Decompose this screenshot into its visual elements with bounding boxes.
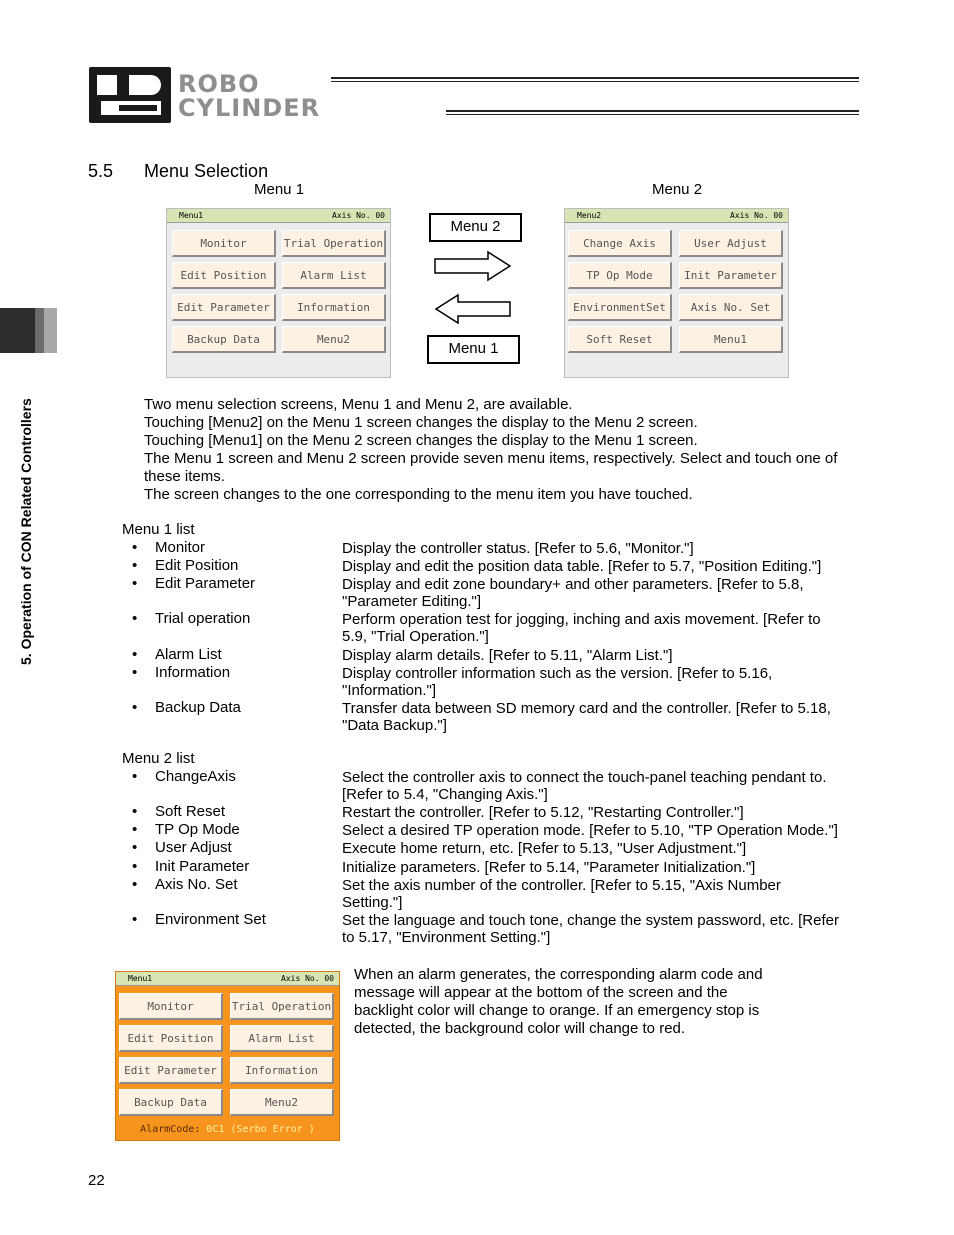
header-rule-top [331, 77, 859, 79]
intro-text [144, 396, 837, 504]
desc-line: Display and edit the position data table. [Refer to 5.7, "Position Editing."] [342, 558, 822, 575]
list-item-name: Information [155, 664, 231, 681]
desc-line: Display alarm details. [Refer to 5.11, "Alarm List."] [342, 647, 673, 664]
list-item-name: Init Parameter [155, 858, 250, 875]
side-tab-stripe-mid [35, 308, 44, 353]
list-item-name: Environment Set [155, 911, 266, 928]
alarm-title-bar [116, 972, 339, 986]
bullet-dot: • [132, 575, 138, 592]
menu1-caption: Menu 1 [254, 181, 305, 198]
menu2-change-axis-button[interactable]: Change Axis [568, 230, 672, 257]
list-item-name: TP Op Mode [155, 821, 240, 838]
bullet-dot: • [132, 699, 138, 716]
desc-line: Select a desired TP operation mode. [Refer to 5.10, "TP Operation Mode."] [342, 822, 838, 839]
intro-line: The screen changes to the one corresponding to the menu item you have touched. [144, 486, 693, 503]
menu2-user-adjust-button[interactable]: User Adjust [679, 230, 783, 257]
alarm-information-button[interactable]: Information [230, 1057, 334, 1084]
desc-line: to 5.17, "Environment Setting."] [342, 929, 551, 946]
desc-line: Execute home return, etc. [Refer to 5.13, "User Adjustment."] [342, 840, 747, 857]
alarm-code-message: (Serbo Error ) [230, 1124, 315, 1135]
side-tab-stripe-light [44, 308, 57, 353]
alarm-bar-title: Menu1 [128, 974, 153, 983]
intro-line: these items. [144, 468, 225, 485]
bullet-dot: • [132, 821, 138, 838]
desc-line: 5.9, "Trial Operation."] [342, 628, 489, 645]
section-title: Menu Selection [144, 161, 269, 181]
menu1-screen [166, 208, 391, 378]
menu1-bar-axis: Axis No. 00 [332, 211, 385, 220]
list-item-desc [342, 822, 838, 839]
menu1-trial-operation-button[interactable]: Trial Operation [282, 230, 386, 257]
list-item-name: Trial operation [155, 610, 251, 627]
bullet-dot: • [132, 803, 138, 820]
list-item-desc [342, 912, 839, 946]
desc-line: Transfer data between SD memory card and the controller. [Refer to 5.18, [342, 700, 831, 717]
intro-line: Touching [Menu1] on the Menu 2 screen changes the display to the Menu 1 screen. [144, 432, 698, 449]
list-item-name: Soft Reset [155, 803, 226, 820]
menu2-axis-no-set-button[interactable]: Axis No. Set [679, 294, 783, 321]
menu2-title-bar [565, 209, 788, 223]
desc-line: Initialize parameters. [Refer to 5.14, "Parameter Initialization."] [342, 859, 756, 876]
desc-line: "Information."] [342, 682, 437, 699]
intro-line: The Menu 1 screen and Menu 2 screen provide seven menu items, respectively. Select and touch one of [144, 450, 838, 467]
menu1-monitor-button[interactable]: Monitor [172, 230, 276, 257]
menu1-alarm-list-button[interactable]: Alarm List [282, 262, 386, 289]
desc-line: Perform operation test for jogging, inching and axis movement. [Refer to [342, 611, 821, 628]
logo-word-robo: ROBO [178, 70, 260, 98]
header-rule-top-thin [331, 81, 859, 82]
menu1-information-button[interactable]: Information [282, 294, 386, 321]
desc-line: Set the language and touch tone, change the system password, etc. [Refer [342, 912, 839, 929]
intro-line: Touching [Menu2] on the Menu 1 screen changes the display to the Menu 2 screen. [144, 414, 698, 431]
alarm-backup-data-button[interactable]: Backup Data [119, 1089, 223, 1116]
note-line: detected, the background color will change to red. [354, 1020, 686, 1037]
header-rule-bottom [446, 110, 859, 112]
section-number: 5.5 [88, 161, 114, 181]
menu2-list-title: Menu 2 list [122, 750, 195, 767]
list-item-name: Edit Parameter [155, 575, 256, 592]
list-item-name: ChangeAxis [155, 768, 236, 785]
list-item-desc [342, 558, 821, 575]
alarm-edit-parameter-button[interactable]: Edit Parameter [119, 1057, 223, 1084]
desc-line: Restart the controller. [Refer to 5.12, "Restarting Controller."] [342, 804, 744, 821]
arrow-left-icon [432, 293, 514, 325]
desc-line: Set the axis number of the controller. [Refer to 5.15, "Axis Number [342, 877, 781, 894]
alarm-bar-axis: Axis No. 00 [281, 974, 334, 983]
list-item-name: Edit Position [155, 557, 239, 574]
alarm-edit-position-button[interactable]: Edit Position [119, 1025, 223, 1052]
alarm-alarm-list-button[interactable]: Alarm List [230, 1025, 334, 1052]
bullet-dot: • [132, 610, 138, 627]
list-item-desc [342, 804, 744, 821]
list-item-desc [342, 840, 746, 857]
flow-box-menu2: Menu 2 [429, 213, 522, 242]
desc-line: Display the controller status. [Refer to 5.6, "Monitor."] [342, 540, 694, 557]
list-item-name: Axis No. Set [155, 876, 238, 893]
list-item-name: Alarm List [155, 646, 222, 663]
note-line: message will appear at the bottom of the screen and the [354, 984, 728, 1001]
list-item-name: User Adjust [155, 839, 232, 856]
list-item-desc [342, 665, 772, 699]
logo-word-cylinder: CYLINDER [178, 94, 321, 122]
list-item-name: Backup Data [155, 699, 241, 716]
list-item-name: Monitor [155, 539, 206, 556]
menu1-title-bar [167, 209, 390, 223]
desc-line: Display controller information such as the version. [Refer to 5.16, [342, 665, 773, 682]
alarm-code-value: 0C1 [206, 1124, 225, 1135]
menu1-bar-title: Menu1 [179, 211, 204, 220]
list-item-desc [342, 877, 781, 911]
menu2-init-parameter-button[interactable]: Init Parameter [679, 262, 783, 289]
bullet-dot: • [132, 768, 138, 785]
alarm-menu2-button[interactable]: Menu2 [230, 1089, 334, 1116]
desc-line: [Refer to 5.4, "Changing Axis."] [342, 786, 548, 803]
alarm-trial-operation-button[interactable]: Trial Operation [230, 993, 334, 1020]
alarm-code-line [116, 1124, 339, 1135]
desc-line: "Parameter Editing."] [342, 593, 482, 610]
desc-line: Display and edit zone boundary+ and other parameters. [Refer to 5.8, [342, 576, 804, 593]
menu2-environment-set-button[interactable]: EnvironmentSet [568, 294, 672, 321]
menu1-edit-position-button[interactable]: Edit Position [172, 262, 276, 289]
alarm-code-label: AlarmCode: [140, 1124, 201, 1135]
menu2-menu1-button[interactable]: Menu1 [679, 326, 783, 353]
side-tab-block [0, 308, 35, 353]
list-item-desc [342, 540, 694, 557]
list-item-desc [342, 769, 826, 803]
menu1-menu2-button[interactable]: Menu2 [282, 326, 386, 353]
alarm-screen [115, 971, 340, 1141]
note-line: When an alarm generates, the corresponding alarm code and [354, 966, 763, 983]
note-line: backlight color will change to orange. If an emergency stop is [354, 1002, 760, 1019]
page-number: 22 [88, 1172, 105, 1189]
alarm-note-text [354, 966, 763, 1038]
menu2-bar-axis: Axis No. 00 [730, 211, 783, 220]
menu1-list-title: Menu 1 list [122, 521, 195, 538]
list-item-desc [342, 611, 821, 645]
bullet-dot: • [132, 646, 138, 663]
intro-line: Two menu selection screens, Menu 1 and Menu 2, are available. [144, 396, 573, 413]
arrow-right-icon [432, 250, 514, 282]
menu1-backup-data-button[interactable]: Backup Data [172, 326, 276, 353]
list-item-desc [342, 859, 755, 876]
header-rule-bottom-thin [446, 114, 859, 115]
menu2-caption: Menu 2 [652, 181, 703, 198]
bullet-dot: • [132, 911, 138, 928]
alarm-monitor-button[interactable]: Monitor [119, 993, 223, 1020]
menu2-bar-title: Menu2 [577, 211, 602, 220]
list-item-desc [342, 700, 831, 734]
list-item-desc [342, 576, 804, 610]
bullet-dot: • [132, 539, 138, 556]
rc-logo-mark-icon [89, 67, 171, 123]
desc-line: Select the controller axis to connect the touch-panel teaching pendant to. [342, 769, 827, 786]
side-chapter-label: 5. Operation of CON Related Controllers [18, 398, 34, 665]
bullet-dot: • [132, 839, 138, 856]
desc-line: "Data Backup."] [342, 717, 447, 734]
desc-line: Setting."] [342, 894, 403, 911]
menu2-screen [564, 208, 789, 378]
list-item-desc [342, 647, 673, 664]
menu1-edit-parameter-button[interactable]: Edit Parameter [172, 294, 276, 321]
bullet-dot: • [132, 876, 138, 893]
bullet-dot: • [132, 557, 138, 574]
menu2-soft-reset-button[interactable]: Soft Reset [568, 326, 672, 353]
bullet-dot: • [132, 858, 138, 875]
flow-box-menu1: Menu 1 [427, 335, 520, 364]
bullet-dot: • [132, 664, 138, 681]
menu2-tp-op-mode-button[interactable]: TP Op Mode [568, 262, 672, 289]
